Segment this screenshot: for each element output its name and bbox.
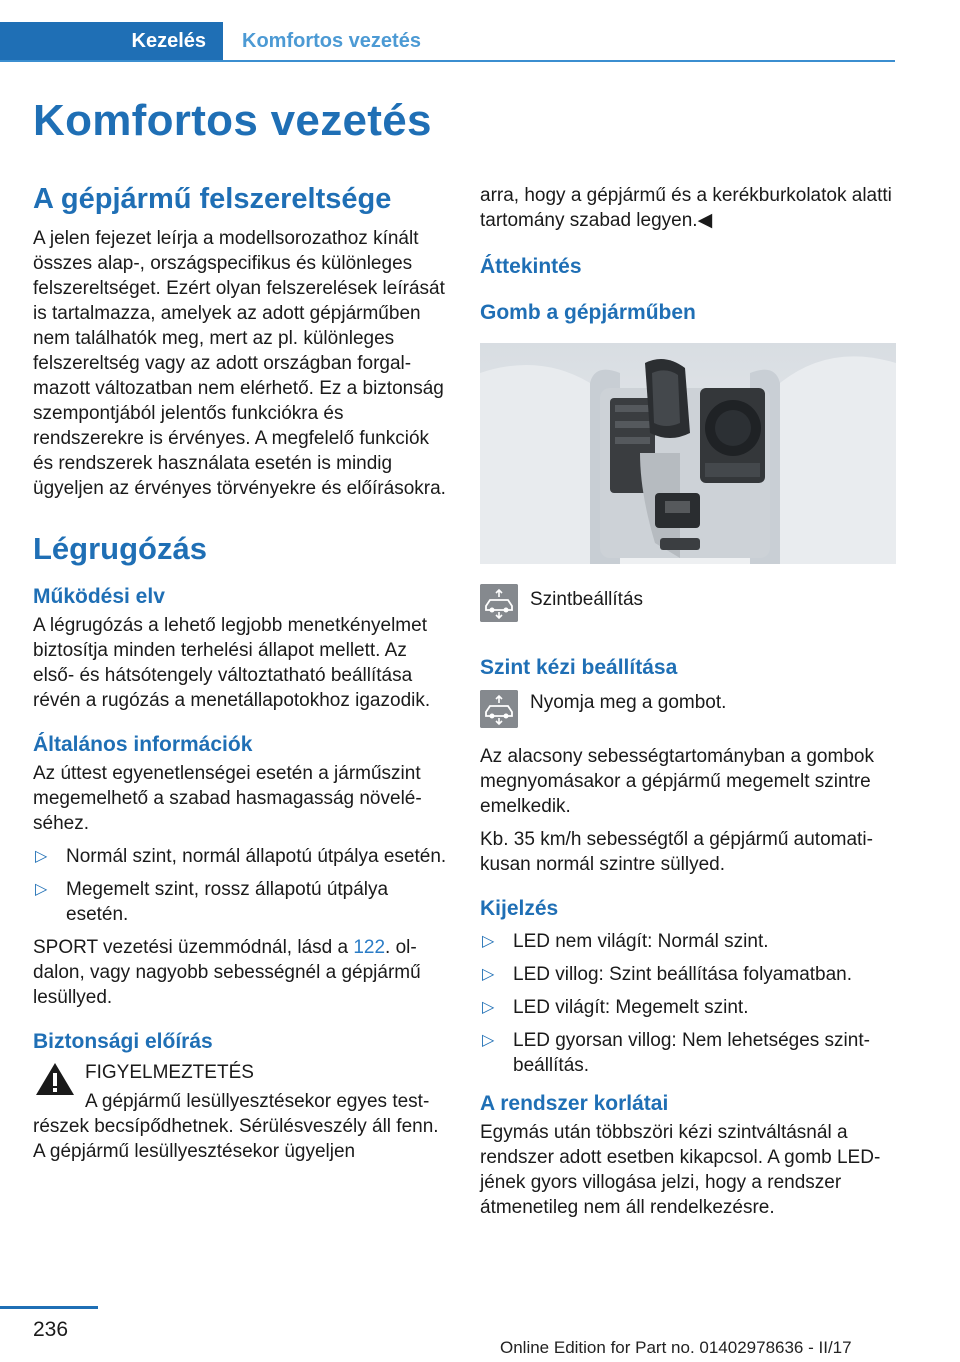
heading-manual-adjust: Szint kézi beállítása <box>480 656 678 679</box>
triangle-bullet-icon: ▷ <box>482 1032 495 1049</box>
chapter-tab[interactable]: Komfortos vezetés <box>242 30 421 52</box>
list-item-text: Megemelt szint, rossz állapotú útpálya esetén. <box>66 879 389 925</box>
heading-button-in-vehicle: Gomb a gépjárműben <box>480 301 696 324</box>
heading-limits: A rendszer korlátai <box>480 1092 669 1115</box>
heading-air-suspension: Légrugózás <box>33 531 207 566</box>
list-item-text: LED nem világít: Normál szint. <box>513 931 769 952</box>
car-level-icon <box>480 690 518 728</box>
list-item-text: LED gyorsan villog: Nem lehetséges szintbeállítás. <box>513 1030 870 1076</box>
warning-text: A gépjármű lesüllyesztésekor egyes testrészek becsípődhetnek. Sérülésveszély áll fenn. A gépjármű lesüllyesztésekor ügyeljen <box>33 1091 439 1162</box>
list-item-text: Normál szint, normál állapotú útpálya esetén. <box>66 846 447 867</box>
heading-display: Kijelzés <box>480 897 559 920</box>
list-item <box>33 877 449 927</box>
heading-principle: Működési elv <box>33 585 165 608</box>
level-adjust-caption: Szintbeállítás <box>530 589 644 610</box>
list-item <box>33 844 449 869</box>
list-item-text: LED világít: Megemelt szint. <box>513 997 749 1018</box>
list-item <box>480 962 896 987</box>
heading-equipment: A gépjármű felszereltsége <box>33 183 392 215</box>
list-item <box>480 1028 896 1078</box>
manual-step-text: Nyomja meg a gombot. <box>530 692 727 713</box>
footer-rule <box>0 1306 98 1309</box>
left-column <box>33 183 449 1164</box>
center-console-photo <box>480 343 896 564</box>
sport-text-a: SPORT vezetési üzemmódnál, lásd a <box>33 937 354 958</box>
warning-triangle-icon <box>35 1062 75 1096</box>
level-list <box>33 844 449 927</box>
page-link-122[interactable]: 122 <box>353 937 386 958</box>
page-header <box>0 0 960 64</box>
paragraph-speed: Kb. 35 km/h sebességtől a gépjármű automatikusan normál szintre süllyed. <box>480 829 873 875</box>
list-item <box>480 929 896 954</box>
section-tab[interactable]: Kezelés <box>0 22 223 61</box>
triangle-bullet-icon: ▷ <box>35 848 48 865</box>
paragraph-low-speed: Az alacsony sebességtartományban a gombok megnyomásakor a gépjármű megemelt szintre emelkedik. <box>480 746 874 817</box>
header-rule <box>0 60 895 62</box>
triangle-bullet-icon: ▷ <box>482 933 495 950</box>
center-console-image <box>480 343 896 564</box>
heading-general-info: Általános információk <box>33 733 253 756</box>
car-level-icon <box>480 584 518 622</box>
warning-box <box>33 1060 449 1164</box>
paragraph-principle: A légrugózás a lehető legjobb menetkényelmet biztosítja minden terhelési állapot mellett. Az első- és hátsótengely változtatható beállítása révén a rugózás a menetállapotokhoz igazodik. <box>33 615 431 711</box>
list-item <box>480 995 896 1020</box>
paragraph-sport <box>33 935 449 1010</box>
triangle-bullet-icon: ▷ <box>482 966 495 983</box>
right-column <box>480 183 896 1220</box>
page-title: Komfortos vezetés <box>33 96 432 145</box>
warning-title: FIGYELMEZTETÉS <box>85 1062 254 1083</box>
paragraph-continuation: arra, hogy a gépjármű és a kerékburkolatok alatti tartomány szabad legyen.◀ <box>480 185 892 231</box>
sport-text-b: . oldalon, vagy nagyobb sebességnél a gépjármű lesüllyed. <box>33 937 421 1008</box>
triangle-bullet-icon: ▷ <box>35 881 48 898</box>
heading-overview: Áttekintés <box>480 255 582 278</box>
paragraph-general-info: Az úttest egyenetlenségei esetén a járműszint megemelhető a szabad hasmagasság növeléséhez. <box>33 763 422 834</box>
triangle-bullet-icon: ▷ <box>482 999 495 1016</box>
paragraph-limits: Egymás után többszöri kézi szintváltásnál a rendszer adott esetben kikapcsol. A gomb LED-jének gyors villogása jelzi, hogy a rendszer átmenetileg nem áll rendelkezésre. <box>480 1122 881 1218</box>
level-adjust-row <box>480 584 896 622</box>
paragraph-equipment: A jelen fejezet leírja a modellsorozathoz kínált összes alap-, országspecifikus és különleges felszereltséget. Ezért olyan felszerelések leírását is tartalmazza, amelyek az adott gépjárműben nem találhatók meg, mert az pl. különleges felszereltség vagy az adott országban forgalmazott változatban nem elérhető. Ez a biztonság szempontjából jelentős funkciókra és rendszerekre is érvényes. A megfelelő funkciók és rendszerek használata esetén is mindig ügyeljen az érvényes törvényekre és előírásokra. <box>33 228 446 499</box>
display-list <box>480 929 896 1078</box>
manual-step-row <box>480 690 896 728</box>
list-item-text: LED villog: Szint beállítása folyamatban. <box>513 964 853 985</box>
page-number: 236 <box>33 1318 69 1341</box>
edition-note: Online Edition for Part no. 01402978636 - II/17 <box>500 1338 852 1357</box>
heading-safety: Biztonsági előírás <box>33 1030 213 1053</box>
